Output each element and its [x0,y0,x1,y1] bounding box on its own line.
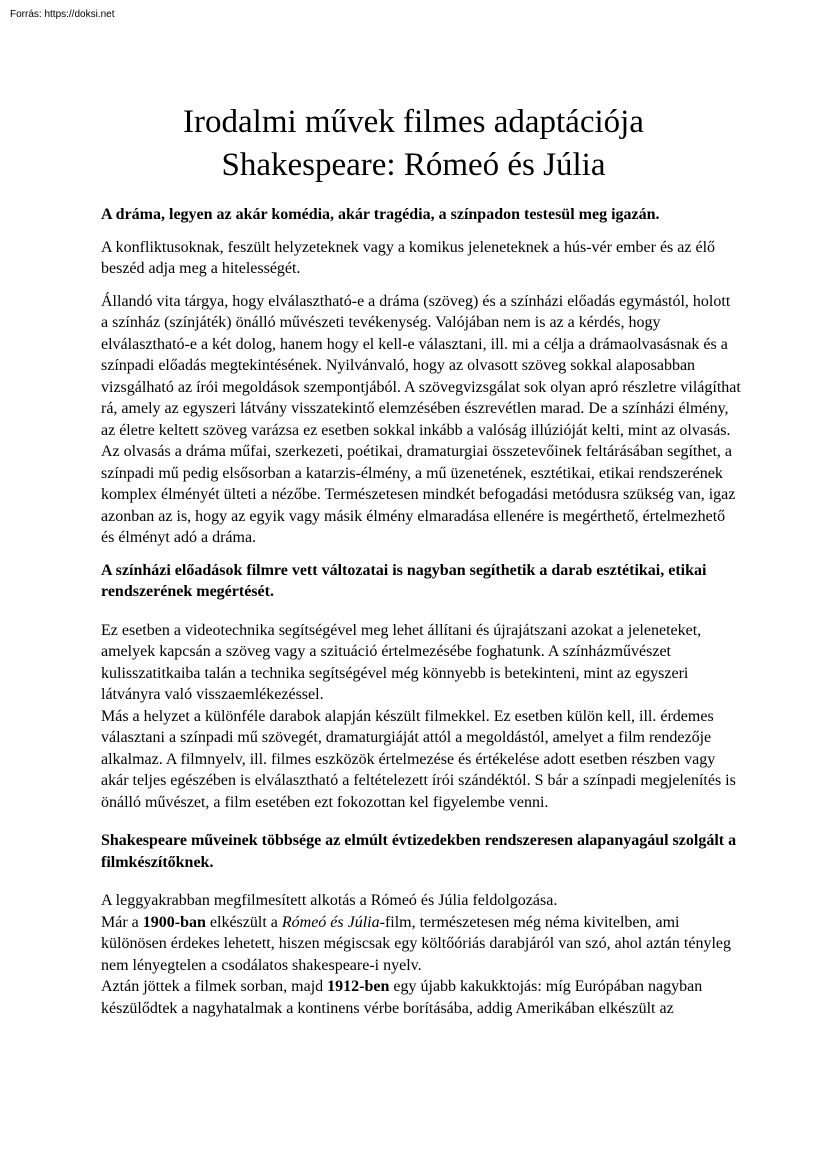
paragraph-1900: Már a 1900-ban elkészült a Rómeó és Júlia-film, természetesen még néma kivitelben, ami különösen érdekes lehetett, hiszen mégiscsak egy költőóriás darabjáról van szó, ahol aztán tényleg nem lényegtelen a csodálatos shakespeare-i nyelv. [101,913,732,974]
paragraph-1912: Aztán jöttek a filmek sorban, majd 1912-ben egy újabb kakukktojás: míg Európában nagyban készülődtek a nagyhatalmak a kontinens vérbe borításába, addig Amerikában elkészült az [101,978,703,1017]
paragraph-conflict: A konfliktusoknak, feszült helyzeteknek vagy a komikus jeleneteknek a hús-vér ember és az élő beszéd adja meg a hitelességét. [101,238,716,277]
heading-shakespeare: Shakespeare műveinek többsége az elmúlt évtizedekben rendszeresen alapanyagául szolgált a filmkészítőknek. [101,832,737,871]
page-subtitle: Shakespeare: Rómeó és Júlia [221,147,606,183]
year-1912: 1912-ben [327,978,390,995]
page-title: Irodalmi művek filmes adaptációja [183,104,644,140]
title-romeo-juliet: Rómeó és Júlia [281,913,380,931]
paragraph-videotechnics: Ez esetben a videotechnika segítségével meg lehet állítani és újrajátszani azokat a jeleneteket, amelyek kapcsán a szöveg vagy a szituáció értelmezésébe foghatunk. A színházművészet kulisszatitkaiba talán a technika segítségével még könnyebb is betekinteni, mint az egyszeri látványra való visszaemlékezéssel. [101,621,702,703]
paragraph-most-filmed: A leggyakrabban megfilmesített alkotás a Rómeó és Júlia feldolgozása. [101,892,558,909]
year-1900: 1900-ban [142,913,206,931]
paragraph-films: Más a helyzet a különféle darabok alapján készült filmekkel. Ez esetben külön kell, ill. érdemes választani a színpadi mű szövegét, dramaturgiáját attól a megoldástól, amelyet a film rendezője alkalmaz. A filmnyelv, ill. filmes eszközök értelmezése és értékelése adott esetben részben vagy akár teljes egészében is elválasztható a feltételezett írói szándéktól. S bár a színpadi megjelenítés is önálló művészet, a film esetében ezt fokozottan kel figyelembe venni. [101,707,736,811]
paragraph-debate: Állandó vita tárgya, hogy elválasztható-e a dráma (szöveg) és a színházi előadás egymástól, holott a színház (színjáték) önálló művészeti tevékenység. Valójában nem is az a kérdés, hogy elválasztható-e a két dolog, hanem hogy el kell-e választani, ill. mi a célja a drámaolvasásnak és a színpadi előadás megtekintésének. Nyilvánvaló, hogy az olvasott szöveg sokkal alaposabban vizsgálható az írói megoldások szempontjából. A szövegvizsgálat sok olyan apró részletre világíthat rá, amely az egyszeri látvány visszatekintő elemzésében észrevétlen marad. De a színházi élmény, az életre keltett szöveg varázsa ez esetben sokkal inkább a valóság illúzióját kelti, mint az olvasás. Az olvasás a dráma műfai, szerkezeti, poétikai, dramaturgiai összetevőinek feltárásában segíthet, a színpadi mű pedig elsősorban a katarzis-élmény, a mű üzenetének, esztétikai, etikai rendszerének komplex élményét ülteti a nézőbe. Természetesen mindkét befogadási metódusra szükség van, igaz azonban az is, hogy az egyik vagy másik élmény elmaradása ellenére is megérthető, értelmezhető és élményt adó a dráma. [101,292,741,546]
lead-paragraph: A dráma, legyen az akár komédia, akár tragédia, a színpadon testesül meg igazán. [101,206,660,223]
source-label: Forrás: https://doksi.net [10,9,115,20]
heading-theatre-films: A színházi előadások filmre vett változatai is nagyban segíthetik a darab esztétikai, etikai rendszerének megértését. [101,561,707,600]
document-body [101,204,741,1019]
